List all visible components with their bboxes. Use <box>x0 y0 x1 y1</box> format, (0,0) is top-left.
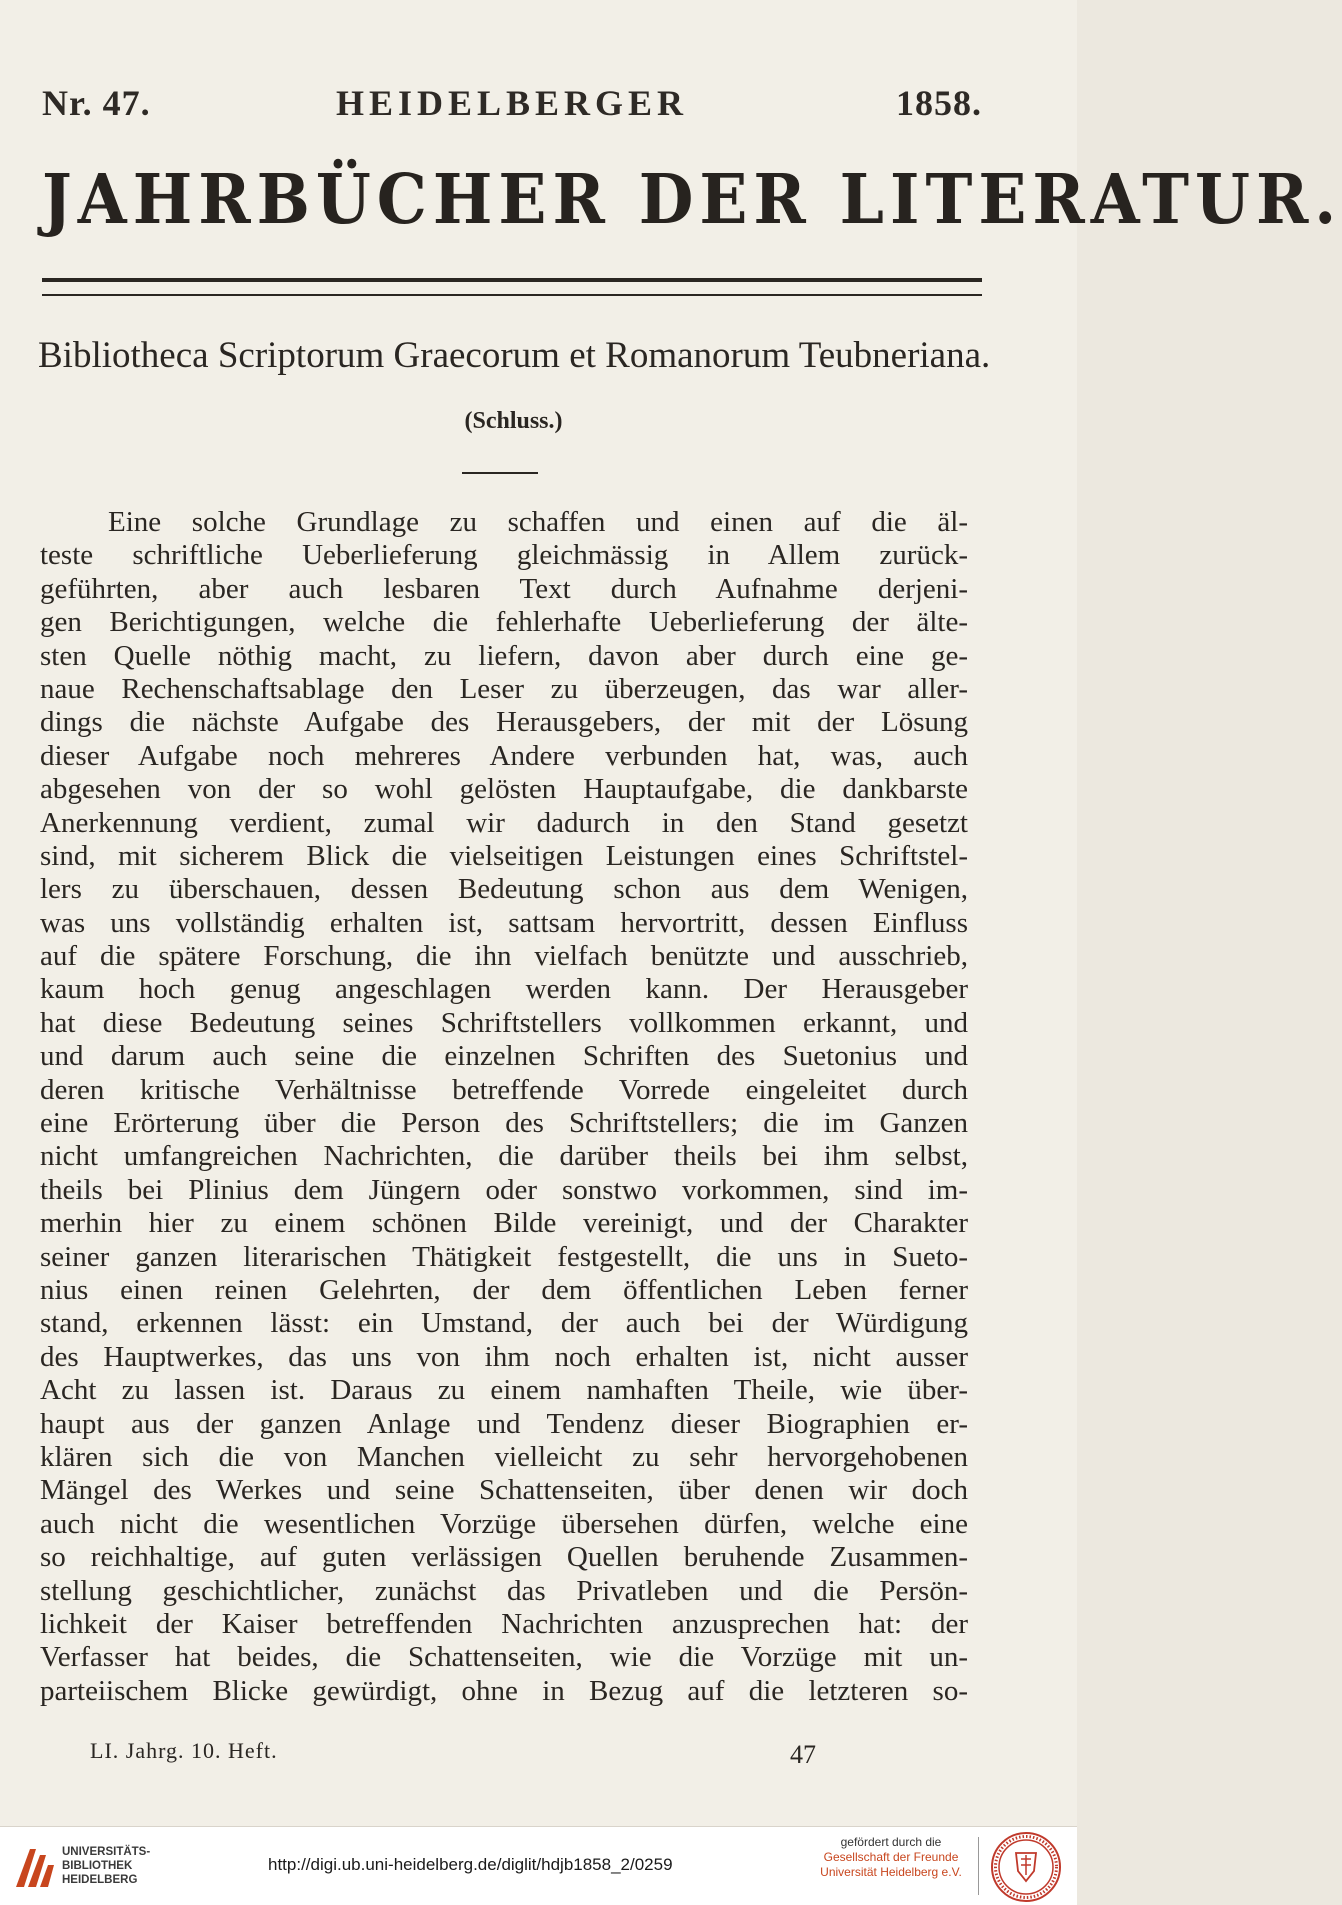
text-line: Verfasser hat beides, die Schattenseiten, wie die Vorzüge mit un- <box>40 1641 968 1674</box>
sponsor-intro: gefördert durch die <box>840 1835 942 1849</box>
text-line: nius einen reinen Gelehrten, der dem öffentlichen Leben ferner <box>40 1273 968 1306</box>
text-line: dings die nächste Aufgabe des Herausgebers, der mit der Lösung <box>40 706 968 739</box>
text-line: teste schriftliche Ueberlieferung gleichmässig in Allem zurück- <box>40 539 968 572</box>
article-title: Bibliotheca Scriptorum Graecorum et Romanorum Teubneriana. <box>38 335 991 376</box>
text-line: auch nicht die wesentlichen Vorzüge übersehen dürfen, welche eine <box>40 1507 968 1540</box>
viewer-footer <box>0 1826 1077 1905</box>
signature-mark: LI. Jahrg. 10. Heft. <box>90 1738 278 1763</box>
short-divider <box>462 472 538 474</box>
text-line: was uns vollständig erhalten ist, sattsam hervortritt, dessen Einfluss <box>40 906 968 939</box>
text-line: lers zu überschauen, dessen Bedeutung schon aus dem Wenigen, <box>40 873 968 906</box>
text-line: klären sich die von Manchen vielleicht zu sehr hervorgehobenen <box>40 1440 968 1473</box>
text-line: nicht umfangreichen Nachrichten, die darüber theils bei ihm selbst, <box>40 1140 968 1173</box>
article-subtitle: (Schluss.) <box>464 408 563 434</box>
text-line: lichkeit der Kaiser betreffenden Nachrichten anzusprechen hat: der <box>40 1607 968 1640</box>
text-line: hat diese Bedeutung seines Schriftstellers vollkommen erkannt, und <box>40 1006 968 1039</box>
text-line: stand, erkennen lässt: ein Umstand, der auch bei der Würdigung <box>40 1307 968 1340</box>
sponsor-name-line2[interactable]: Universität Heidelberg e.V. <box>820 1865 962 1879</box>
text-line: seiner ganzen literarischen Thätigkeit festgestellt, die uns in Sueto- <box>40 1240 968 1273</box>
text-line: merhin hier zu einem schönen Bilde vereinigt, und der Charakter <box>40 1207 968 1240</box>
text-line: Anerkennung verdient, zumal wir dadurch in den Stand gesetzt <box>40 806 968 839</box>
library-logo-icon[interactable] <box>12 1843 56 1893</box>
text-line: deren kritische Verhältnisse betreffende Vorrede eingeleitet durch <box>40 1073 968 1106</box>
double-rule-divider <box>42 278 982 296</box>
text-line: parteiischem Blicke gewürdigt, ohne in Bezug auf die letzteren so- <box>40 1674 968 1707</box>
issue-year: 1858. <box>896 83 982 123</box>
library-name: UNIVERSITÄTS- BIBLIOTHEK HEIDELBERG <box>62 1846 151 1886</box>
text-line: theils bei Plinius dem Jüngern oder sonstwo vorkommen, sind im- <box>40 1173 968 1206</box>
issue-number: Nr. 47. <box>42 83 151 123</box>
running-header <box>42 82 982 122</box>
text-line: Acht zu lassen ist. Daraus zu einem namhaften Theile, wie über- <box>40 1374 968 1407</box>
text-line: sind, mit sicherem Blick die vielseitigen Leistungen eines Schriftstel- <box>40 839 968 872</box>
text-line: stellung geschichtlicher, zunächst das Privatleben und die Persön- <box>40 1574 968 1607</box>
sponsor-credit <box>812 1835 970 1880</box>
text-line: sten Quelle nöthig macht, zu liefern, davon aber durch eine ge- <box>40 639 968 672</box>
page-number: 47 <box>790 1740 816 1769</box>
text-line: des Hauptwerkes, das uns von ihm noch erhalten ist, nicht ausser <box>40 1340 968 1373</box>
text-line: so reichhaltige, auf guten verlässigen Quellen beruhende Zusammen- <box>40 1541 968 1574</box>
sponsor-name-line1[interactable]: Gesellschaft der Freunde <box>823 1850 959 1864</box>
text-line: Mängel des Werkes und seine Schattenseiten, über denen wir doch <box>40 1474 968 1507</box>
text-line: auf die spätere Forschung, die ihn vielfach benützte und ausschrieb, <box>40 940 968 973</box>
text-line: haupt aus der ganzen Anlage und Tendenz dieser Biographien er- <box>40 1407 968 1440</box>
text-line: eine Erörterung über die Person des Schriftstellers; die im Ganzen <box>40 1107 968 1140</box>
text-line: gen Berichtigungen, welche die fehlerhafte Ueberlieferung der älte- <box>40 606 968 639</box>
text-line: abgesehen von der so wohl gelösten Hauptaufgabe, die dankbarste <box>40 773 968 806</box>
text-line: naue Rechenschaftsablage den Leser zu überzeugen, das war aller- <box>40 672 968 705</box>
journal-name: HEIDELBERGER <box>335 83 689 123</box>
permalink-url[interactable]: http://digi.ub.uni-heidelberg.de/diglit/hdjb1858_2/0259 <box>268 1855 673 1874</box>
text-line: dieser Aufgabe noch mehreres Andere verbunden hat, was, auch <box>40 739 968 772</box>
text-line: geführten, aber auch lesbaren Text durch Aufnahme derjeni- <box>40 572 968 605</box>
footer-divider <box>978 1837 979 1895</box>
university-seal-icon[interactable] <box>990 1831 1062 1903</box>
text-line: und darum auch seine die einzelnen Schriften des Suetonius und <box>40 1040 968 1073</box>
masthead-title: JAHRBÜCHER DER LITERATUR. <box>42 159 1342 239</box>
text-line: kaum hoch genug angeschlagen werden kann. Der Herausgeber <box>40 973 968 1006</box>
article-body <box>40 506 968 1708</box>
text-line: Eine solche Grundlage zu schaffen und einen auf die äl- <box>108 506 968 538</box>
